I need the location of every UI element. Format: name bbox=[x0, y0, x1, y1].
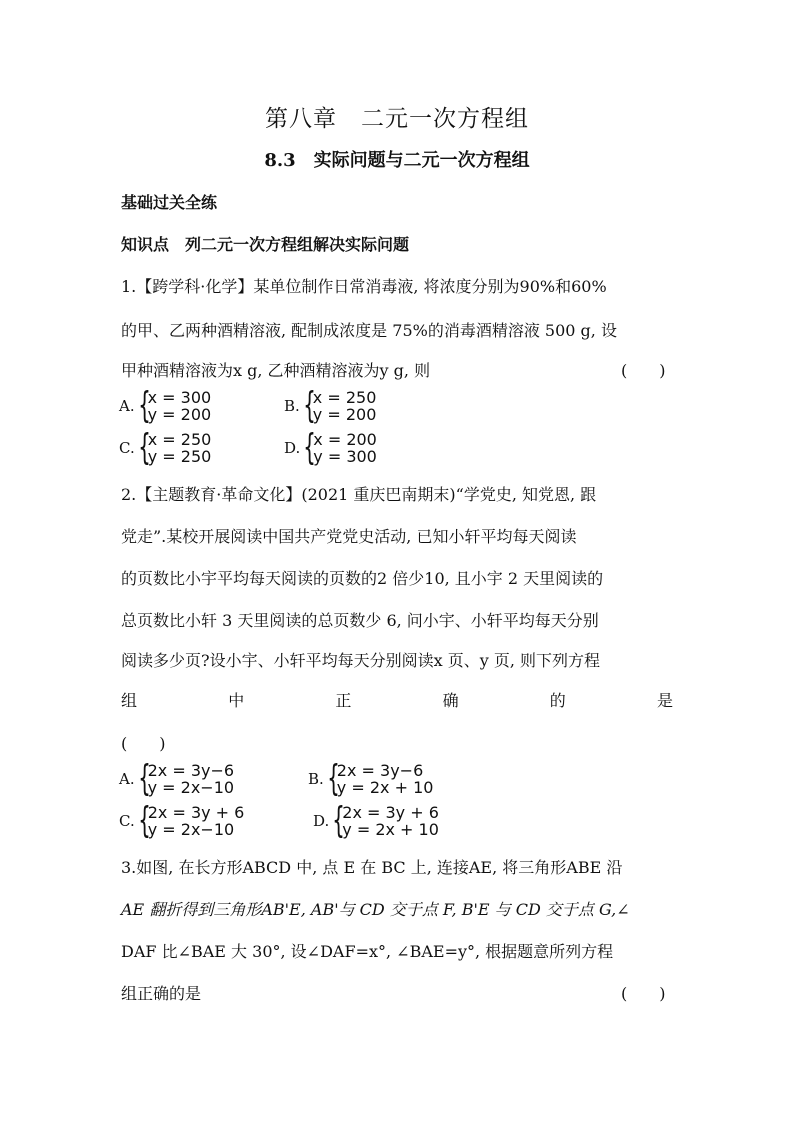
q2-option-d[interactable] bbox=[313, 800, 439, 841]
q3-answer-bracket[interactable]: ( ) bbox=[621, 984, 666, 1003]
option-label: B. bbox=[308, 770, 324, 788]
q2-word: 是 bbox=[656, 691, 673, 710]
q2-word: 的 bbox=[549, 691, 566, 710]
option-label: C. bbox=[119, 439, 135, 457]
equation: 2x = 3y−6 bbox=[336, 761, 424, 780]
equation-system bbox=[313, 389, 377, 423]
q2-answer-bracket[interactable]: ( ) bbox=[121, 734, 166, 753]
q2-line-6 bbox=[121, 688, 673, 711]
practice-heading: 基础过关全练 bbox=[121, 193, 218, 212]
brace-icon: { bbox=[332, 800, 346, 841]
equation-system bbox=[148, 804, 245, 838]
equation: y = 2x−10 bbox=[147, 778, 235, 797]
knowledge-heading: 知识点 列二元一次方程组解决实际问题 bbox=[121, 235, 410, 254]
q3-line-4: 组正确的是 bbox=[121, 984, 202, 1003]
brace-icon: { bbox=[303, 427, 317, 468]
equation: y = 200 bbox=[147, 405, 212, 424]
equation: y = 2x + 10 bbox=[342, 820, 439, 839]
equation: y = 300 bbox=[313, 447, 377, 466]
q2-word: 组 bbox=[121, 691, 138, 710]
q2-option-b[interactable] bbox=[308, 758, 434, 799]
q3-line-1: 3.如图, 在长方形ABCD 中, 点 E 在 BC 上, 连接AE, 将三角形ABE 沿 bbox=[121, 858, 623, 877]
q1-answer-bracket[interactable]: ( ) bbox=[621, 361, 666, 380]
q2-word: 确 bbox=[442, 691, 459, 710]
brace-icon: { bbox=[137, 427, 151, 468]
q1-line-1: 1.【跨学科·化学】某单位制作日常消毒液, 将浓度分别为90%和60% bbox=[121, 277, 607, 296]
q2-option-c[interactable] bbox=[119, 800, 245, 841]
equation-system bbox=[313, 431, 377, 465]
equation: y = 250 bbox=[147, 447, 212, 466]
equation-system bbox=[337, 762, 434, 796]
q2-line-3: 的页数比小宇平均每天阅读的页数的2 倍少10, 且小宇 2 天里阅读的 bbox=[121, 569, 604, 588]
equation: 2x = 3y + 6 bbox=[342, 803, 439, 822]
equation: x = 250 bbox=[147, 430, 212, 449]
brace-icon: { bbox=[327, 758, 340, 799]
equation-system bbox=[148, 762, 234, 796]
option-label: A. bbox=[119, 397, 135, 415]
q2-line-4: 总页数比小轩 3 天里阅读的总页数少 6, 问小宇、小轩平均每天分别 bbox=[121, 611, 599, 630]
q1-line-2: 的甲、乙两种酒精溶液, 配制成浓度是 75%的消毒酒精溶液 500 g, 设 bbox=[121, 321, 617, 340]
brace-icon: { bbox=[137, 800, 151, 841]
q1-option-b[interactable] bbox=[284, 385, 377, 426]
equation-system bbox=[148, 389, 212, 423]
equation: x = 300 bbox=[147, 388, 212, 407]
option-label: B. bbox=[284, 397, 300, 415]
brace-icon: { bbox=[137, 758, 151, 799]
equation: 2x = 3y + 6 bbox=[147, 803, 245, 822]
q2-line-2: 党走”.某校开展阅读中国共产党党史活动, 已知小轩平均每天阅读 bbox=[121, 527, 577, 546]
q2-option-a[interactable] bbox=[119, 758, 235, 799]
section-title: 8.3 实际问题与二元一次方程组 bbox=[264, 150, 530, 171]
q3-line-2: AE 翻折得到三角形AB'E, AB'与 CD 交于点 F, B'E 与 CD 交于点 G,∠ bbox=[121, 900, 630, 919]
equation-system bbox=[342, 804, 439, 838]
chapter-title: 第八章 二元一次方程组 bbox=[265, 106, 529, 132]
equation: x = 250 bbox=[312, 388, 377, 407]
q1-option-c[interactable] bbox=[119, 427, 212, 468]
equation-system bbox=[148, 431, 212, 465]
brace-icon: { bbox=[137, 385, 151, 426]
option-label: C. bbox=[119, 812, 135, 830]
brace-icon: { bbox=[303, 385, 316, 426]
q2-line-1: 2.【主题教育·革命文化】(2021 重庆巴南期末)“学党史, 知党恩, 跟 bbox=[121, 485, 597, 504]
q2-line-5: 阅读多少页?设小宇、小轩平均每天分别阅读x 页、y 页, 则下列方程 bbox=[121, 651, 600, 670]
equation: x = 200 bbox=[313, 430, 377, 449]
equation: 2x = 3y−6 bbox=[147, 761, 235, 780]
equation: y = 2x + 10 bbox=[336, 778, 434, 797]
q2-word: 正 bbox=[335, 691, 352, 710]
q1-option-a[interactable] bbox=[119, 385, 212, 426]
q2-word: 中 bbox=[228, 691, 245, 710]
option-label: A. bbox=[119, 770, 135, 788]
equation: y = 2x−10 bbox=[147, 820, 235, 839]
option-label: D. bbox=[284, 439, 301, 457]
q3-line-3: DAF 比∠BAE 大 30°, 设∠DAF=x°, ∠BAE=y°, 根据题意所列方程 bbox=[121, 942, 614, 961]
option-label: D. bbox=[313, 812, 330, 830]
q1-option-d[interactable] bbox=[284, 427, 377, 468]
q1-line-3: 甲种酒精溶液为x g, 乙种酒精溶液为y g, 则 bbox=[121, 361, 431, 380]
equation: y = 200 bbox=[312, 405, 377, 424]
